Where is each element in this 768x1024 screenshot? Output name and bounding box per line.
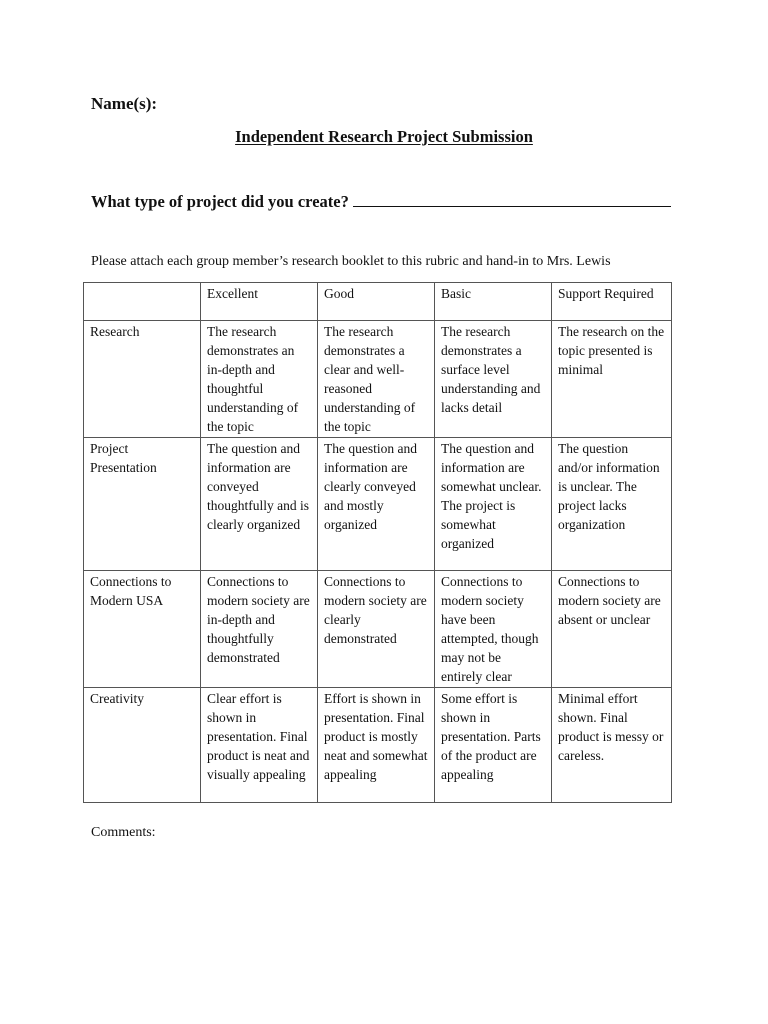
rubric-table (83, 282, 672, 803)
rubric-cell-basic: Connections to modern society have been attempted, though may not be entirely clear (435, 571, 552, 688)
project-type-question (91, 192, 671, 212)
rubric-cell-support: Connections to modern society are absent or unclear (552, 571, 672, 688)
rubric-row-research (84, 321, 672, 438)
rubric-cell-good: Connections to modern society are clearly demonstrated (318, 571, 435, 688)
rubric-cell-excellent: The research demonstrates an in-depth and thoughtful understanding of the topic (201, 321, 318, 438)
rubric-criterion: Connections to Modern USA (84, 571, 201, 688)
rubric-header-excellent: Excellent (201, 283, 318, 321)
comments-label: Comments: (91, 825, 156, 840)
rubric-cell-excellent: Clear effort is shown in presentation. Final product is neat and visually appealing (201, 688, 318, 803)
rubric-header-row (84, 283, 672, 321)
rubric-cell-good: The question and information are clearly conveyed and mostly organized (318, 438, 435, 571)
rubric-criterion: Creativity (84, 688, 201, 803)
page-title: Independent Research Project Submission (235, 127, 533, 146)
rubric-row-creativity (84, 688, 672, 803)
rubric-cell-support: Minimal effort shown. Final product is messy or careless. (552, 688, 672, 803)
rubric-cell-good: Effort is shown in presentation. Final product is mostly neat and somewhat appealing (318, 688, 435, 803)
rubric-cell-support: The question and/or information is unclear. The project lacks organization (552, 438, 672, 571)
rubric-cell-support: The research on the topic presented is minimal (552, 321, 672, 438)
rubric-cell-excellent: Connections to modern society are in-depth and thoughtfully demonstrated (201, 571, 318, 688)
rubric-cell-good: The research demonstrates a clear and well-reasoned understanding of the topic (318, 321, 435, 438)
project-type-blank-line[interactable] (353, 192, 671, 207)
rubric-cell-basic: The question and information are somewhat unclear. The project is somewhat organized (435, 438, 552, 571)
project-type-question-text: What type of project did you create? (91, 192, 349, 211)
rubric-row-connections (84, 571, 672, 688)
rubric-row-project-presentation (84, 438, 672, 571)
instruction-text: Please attach each group member’s research booklet to this rubric and hand-in to Mrs. Lewis (91, 254, 611, 269)
rubric-header-good: Good (318, 283, 435, 321)
rubric-cell-basic: Some effort is shown in presentation. Parts of the product are appealing (435, 688, 552, 803)
rubric-header-support-required: Support Required (552, 283, 672, 321)
rubric-criterion: Project Presentation (84, 438, 201, 571)
rubric-criterion: Research (84, 321, 201, 438)
rubric-header-basic: Basic (435, 283, 552, 321)
rubric-cell-basic: The research demonstrates a surface level understanding and lacks detail (435, 321, 552, 438)
names-label: Name(s): (91, 94, 158, 113)
rubric-cell-excellent: The question and information are conveyed thoughtfully and is clearly organized (201, 438, 318, 571)
rubric-header-corner (84, 283, 201, 321)
